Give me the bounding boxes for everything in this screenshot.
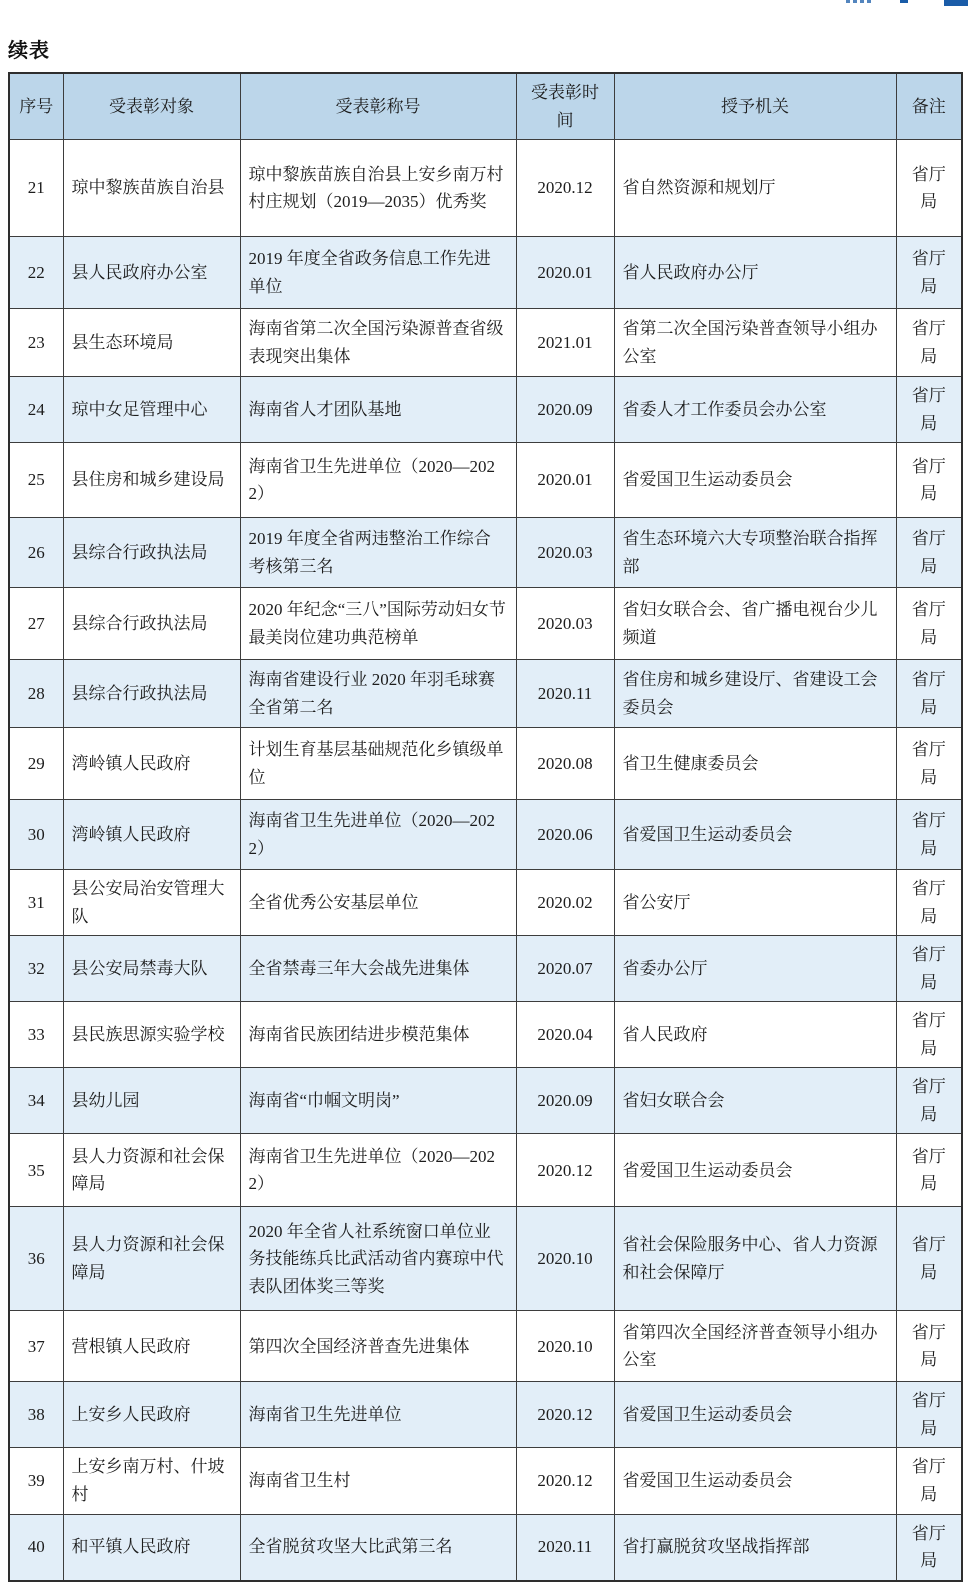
cell-title: 海南省卫生先进单位 xyxy=(240,1382,516,1448)
cell-authority: 省爱国卫生运动委员会 xyxy=(614,1448,896,1514)
cell-title: 海南省人才团队基地 xyxy=(240,377,516,443)
cell-authority: 省打赢脱贫攻坚战指挥部 xyxy=(614,1514,896,1581)
header-note: 备注 xyxy=(896,73,962,140)
cell-target: 县住房和城乡建设局 xyxy=(63,443,240,518)
cell-no: 38 xyxy=(9,1382,63,1448)
table-header-row xyxy=(9,73,962,140)
cell-no: 21 xyxy=(9,140,63,237)
cell-no: 28 xyxy=(9,660,63,728)
cell-title: 海南省“巾帼文明岗” xyxy=(240,1068,516,1134)
cell-authority: 省爱国卫生运动委员会 xyxy=(614,1134,896,1207)
cell-note: 省厅局 xyxy=(896,660,962,728)
table-row xyxy=(9,309,962,377)
page-header-fragment-dots xyxy=(846,0,872,3)
cell-date: 2020.10 xyxy=(516,1311,614,1382)
cell-target: 县公安局治安管理大队 xyxy=(63,870,240,936)
cell-date: 2020.09 xyxy=(516,1068,614,1134)
table-row xyxy=(9,1448,962,1514)
table-row xyxy=(9,1207,962,1311)
cell-date: 2020.01 xyxy=(516,443,614,518)
cell-title: 2020 年全省人社系统窗口单位业务技能练兵比武活动省内赛琼中代表队团体奖三等奖 xyxy=(240,1207,516,1311)
cell-no: 36 xyxy=(9,1207,63,1311)
cell-target: 上安乡人民政府 xyxy=(63,1382,240,1448)
cell-authority: 省委办公厅 xyxy=(614,936,896,1002)
cell-target: 县民族思源实验学校 xyxy=(63,1002,240,1068)
cell-authority: 省卫生健康委员会 xyxy=(614,728,896,800)
cell-title: 全省禁毒三年大会战先进集体 xyxy=(240,936,516,1002)
cell-date: 2020.10 xyxy=(516,1207,614,1311)
cell-target: 琼中黎族苗族自治县 xyxy=(63,140,240,237)
cell-note: 省厅局 xyxy=(896,936,962,1002)
cell-date: 2020.04 xyxy=(516,1002,614,1068)
cell-no: 31 xyxy=(9,870,63,936)
cell-date: 2020.11 xyxy=(516,660,614,728)
table-row xyxy=(9,588,962,660)
table-row xyxy=(9,660,962,728)
cell-note: 省厅局 xyxy=(896,518,962,588)
cell-date: 2020.09 xyxy=(516,377,614,443)
cell-note: 省厅局 xyxy=(896,1134,962,1207)
cell-no: 23 xyxy=(9,309,63,377)
cell-title: 计划生育基层基础规范化乡镇级单位 xyxy=(240,728,516,800)
table-continued-caption: 续表 xyxy=(8,40,50,62)
cell-title: 海南省卫生村 xyxy=(240,1448,516,1514)
table-row xyxy=(9,936,962,1002)
cell-target: 县综合行政执法局 xyxy=(63,518,240,588)
cell-authority: 省爱国卫生运动委员会 xyxy=(614,1382,896,1448)
table-row xyxy=(9,728,962,800)
cell-date: 2020.06 xyxy=(516,800,614,870)
table-row xyxy=(9,800,962,870)
cell-target: 县综合行政执法局 xyxy=(63,588,240,660)
cell-title: 第四次全国经济普查先进集体 xyxy=(240,1311,516,1382)
cell-title: 海南省民族团结进步模范集体 xyxy=(240,1002,516,1068)
cell-title: 2019 年度全省两违整治工作综合考核第三名 xyxy=(240,518,516,588)
cell-title: 2019 年度全省政务信息工作先进单位 xyxy=(240,237,516,309)
cell-date: 2020.12 xyxy=(516,1382,614,1448)
table-row xyxy=(9,1068,962,1134)
table-row xyxy=(9,1514,962,1581)
cell-target: 县公安局禁毒大队 xyxy=(63,936,240,1002)
cell-target: 和平镇人民政府 xyxy=(63,1514,240,1581)
cell-title: 全省优秀公安基层单位 xyxy=(240,870,516,936)
cell-note: 省厅局 xyxy=(896,1382,962,1448)
cell-title: 海南省第二次全国污染源普查省级表现突出集体 xyxy=(240,309,516,377)
cell-note: 省厅局 xyxy=(896,588,962,660)
cell-note: 省厅局 xyxy=(896,800,962,870)
cell-target: 营根镇人民政府 xyxy=(63,1311,240,1382)
cell-title: 全省脱贫攻坚大比武第三名 xyxy=(240,1514,516,1581)
cell-target: 县综合行政执法局 xyxy=(63,660,240,728)
table-row xyxy=(9,1134,962,1207)
table-row xyxy=(9,1311,962,1382)
cell-authority: 省住房和城乡建设厅、省建设工会委员会 xyxy=(614,660,896,728)
cell-title: 海南省卫生先进单位（2020—2022） xyxy=(240,1134,516,1207)
cell-note: 省厅局 xyxy=(896,1002,962,1068)
cell-target: 县人民政府办公室 xyxy=(63,237,240,309)
cell-target: 县人力资源和社会保障局 xyxy=(63,1134,240,1207)
cell-no: 25 xyxy=(9,443,63,518)
header-authority: 授予机关 xyxy=(614,73,896,140)
cell-note: 省厅局 xyxy=(896,728,962,800)
cell-target: 县人力资源和社会保障局 xyxy=(63,1207,240,1311)
cell-no: 22 xyxy=(9,237,63,309)
cell-date: 2021.01 xyxy=(516,309,614,377)
table-row xyxy=(9,443,962,518)
cell-authority: 省妇女联合会 xyxy=(614,1068,896,1134)
cell-note: 省厅局 xyxy=(896,140,962,237)
cell-authority: 省妇女联合会、省广播电视台少儿频道 xyxy=(614,588,896,660)
cell-note: 省厅局 xyxy=(896,443,962,518)
cell-authority: 省生态环境六大专项整治联合指挥部 xyxy=(614,518,896,588)
cell-authority: 省自然资源和规划厅 xyxy=(614,140,896,237)
cell-target: 县幼儿园 xyxy=(63,1068,240,1134)
table-row xyxy=(9,1002,962,1068)
page-header-fragment-dash xyxy=(900,0,908,3)
cell-title: 海南省卫生先进单位（2020—2022） xyxy=(240,800,516,870)
cell-date: 2020.08 xyxy=(516,728,614,800)
cell-no: 32 xyxy=(9,936,63,1002)
table-row xyxy=(9,237,962,309)
table-row xyxy=(9,518,962,588)
table-row xyxy=(9,377,962,443)
cell-date: 2020.03 xyxy=(516,588,614,660)
cell-no: 29 xyxy=(9,728,63,800)
cell-note: 省厅局 xyxy=(896,1068,962,1134)
cell-no: 37 xyxy=(9,1311,63,1382)
cell-authority: 省公安厅 xyxy=(614,870,896,936)
cell-no: 34 xyxy=(9,1068,63,1134)
cell-no: 40 xyxy=(9,1514,63,1581)
cell-date: 2020.02 xyxy=(516,870,614,936)
cell-note: 省厅局 xyxy=(896,870,962,936)
cell-note: 省厅局 xyxy=(896,1311,962,1382)
cell-note: 省厅局 xyxy=(896,237,962,309)
cell-authority: 省第二次全国污染普查领导小组办公室 xyxy=(614,309,896,377)
cell-no: 30 xyxy=(9,800,63,870)
cell-date: 2020.11 xyxy=(516,1514,614,1581)
commendation-table xyxy=(8,72,963,1582)
cell-title: 2020 年纪念“三八”国际劳动妇女节最美岗位建功典范榜单 xyxy=(240,588,516,660)
header-date: 受表彰时间 xyxy=(516,73,614,140)
cell-note: 省厅局 xyxy=(896,1514,962,1581)
cell-authority: 省爱国卫生运动委员会 xyxy=(614,443,896,518)
cell-authority: 省爱国卫生运动委员会 xyxy=(614,800,896,870)
cell-target: 湾岭镇人民政府 xyxy=(63,800,240,870)
header-target: 受表彰对象 xyxy=(63,73,240,140)
cell-date: 2020.01 xyxy=(516,237,614,309)
cell-note: 省厅局 xyxy=(896,1207,962,1311)
cell-title: 海南省卫生先进单位（2020—2022） xyxy=(240,443,516,518)
cell-authority: 省人民政府 xyxy=(614,1002,896,1068)
page-header-fragment-block xyxy=(944,0,968,6)
header-title: 受表彰称号 xyxy=(240,73,516,140)
cell-date: 2020.12 xyxy=(516,140,614,237)
cell-no: 27 xyxy=(9,588,63,660)
cell-authority: 省人民政府办公厅 xyxy=(614,237,896,309)
table-row xyxy=(9,140,962,237)
cell-target: 湾岭镇人民政府 xyxy=(63,728,240,800)
cell-date: 2020.03 xyxy=(516,518,614,588)
table-row xyxy=(9,1382,962,1448)
cell-note: 省厅局 xyxy=(896,309,962,377)
cell-no: 33 xyxy=(9,1002,63,1068)
cell-authority: 省第四次全国经济普查领导小组办公室 xyxy=(614,1311,896,1382)
cell-note: 省厅局 xyxy=(896,1448,962,1514)
cell-date: 2020.12 xyxy=(516,1134,614,1207)
cell-target: 县生态环境局 xyxy=(63,309,240,377)
cell-no: 35 xyxy=(9,1134,63,1207)
cell-title: 海南省建设行业 2020 年羽毛球赛全省第二名 xyxy=(240,660,516,728)
cell-no: 26 xyxy=(9,518,63,588)
cell-date: 2020.12 xyxy=(516,1448,614,1514)
table-row xyxy=(9,870,962,936)
cell-target: 琼中女足管理中心 xyxy=(63,377,240,443)
cell-note: 省厅局 xyxy=(896,377,962,443)
header-no: 序号 xyxy=(9,73,63,140)
cell-no: 24 xyxy=(9,377,63,443)
cell-authority: 省社会保险服务中心、省人力资源和社会保障厅 xyxy=(614,1207,896,1311)
cell-target: 上安乡南万村、什坡村 xyxy=(63,1448,240,1514)
cell-no: 39 xyxy=(9,1448,63,1514)
cell-title: 琼中黎族苗族自治县上安乡南万村村庄规划（2019—2035）优秀奖 xyxy=(240,140,516,237)
cell-authority: 省委人才工作委员会办公室 xyxy=(614,377,896,443)
cell-date: 2020.07 xyxy=(516,936,614,1002)
